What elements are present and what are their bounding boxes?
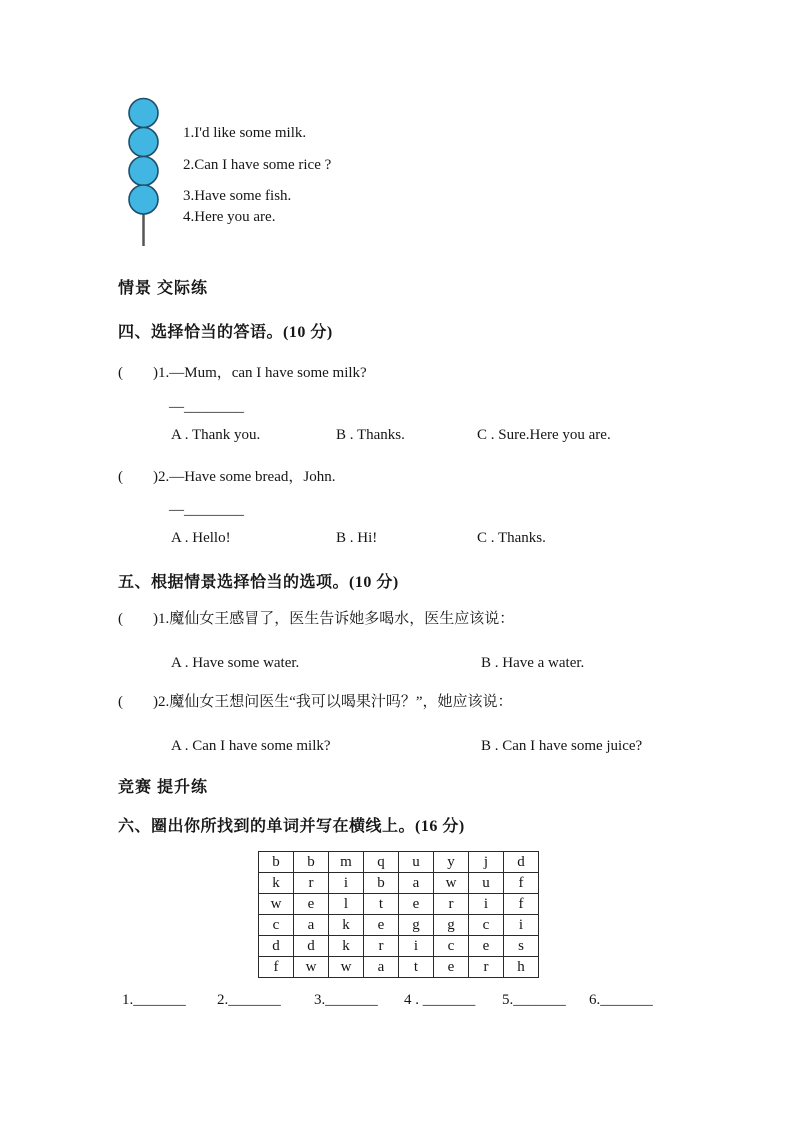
- grid-cell: d: [259, 936, 294, 957]
- skewer-sentence-1: 1.I'd like some milk.: [183, 125, 307, 141]
- part-five-q1-option-b: B . Have a water.: [481, 655, 585, 671]
- grid-row: [259, 873, 539, 894]
- part-four-q1-option-c: C . Sure.Here you are.: [477, 427, 611, 443]
- grid-cell: e: [434, 957, 469, 978]
- grid-cell: k: [329, 936, 364, 957]
- grid-cell: r: [434, 894, 469, 915]
- part-five-q2-stem: ( )2.魔仙女王想问医生“我可以喝果汁吗？”，她应该说：: [118, 694, 513, 710]
- grid-cell: u: [399, 852, 434, 873]
- part-four-q1-option-b: B . Thanks.: [336, 427, 405, 443]
- grid-row: [259, 894, 539, 915]
- grid-cell: f: [259, 957, 294, 978]
- answer-blank-3: 3._______: [314, 992, 378, 1008]
- section-tag-contest: 竞赛 提升练: [118, 779, 209, 796]
- part-five-q2-option-a: A . Can I have some milk?: [171, 738, 331, 754]
- part-four-q1-stem: ( )1.—Mum，can I have some milk?: [118, 365, 367, 381]
- grid-cell: g: [399, 915, 434, 936]
- part-four-q2-option-a: A . Hello!: [171, 530, 231, 546]
- grid-cell: e: [364, 915, 399, 936]
- grid-cell: r: [469, 957, 504, 978]
- section-tag-communication: 情景 交际练: [118, 280, 209, 297]
- grid-cell: i: [329, 873, 364, 894]
- grid-cell: h: [504, 957, 539, 978]
- grid-cell: m: [329, 852, 364, 873]
- answer-blank-4: 4 . _______: [404, 992, 476, 1008]
- part-four-q2-option-c: C . Thanks.: [477, 530, 546, 546]
- answer-blank-1: 1._______: [122, 992, 186, 1008]
- grid-cell: t: [399, 957, 434, 978]
- grid-cell: b: [259, 852, 294, 873]
- grid-cell: f: [504, 873, 539, 894]
- grid-cell: a: [294, 915, 329, 936]
- grid-cell: i: [504, 915, 539, 936]
- part-four-q1-option-a: A . Thank you.: [171, 427, 261, 443]
- grid-cell: d: [504, 852, 539, 873]
- grid-cell: d: [294, 936, 329, 957]
- grid-cell: k: [259, 873, 294, 894]
- part-four-q1-reply-blank: —________: [169, 399, 244, 415]
- grid-cell: k: [329, 915, 364, 936]
- grid-cell: e: [469, 936, 504, 957]
- answer-blank-6: 6._______: [589, 992, 653, 1008]
- grid-cell: r: [294, 873, 329, 894]
- grid-cell: w: [434, 873, 469, 894]
- grid-cell: w: [259, 894, 294, 915]
- grid-cell: i: [469, 894, 504, 915]
- grid-cell: c: [469, 915, 504, 936]
- grid-cell: a: [399, 873, 434, 894]
- grid-cell: w: [294, 957, 329, 978]
- grid-cell: q: [364, 852, 399, 873]
- part-six-title: 六、圈出你所找到的单词并写在横线上。(16 分): [118, 818, 465, 835]
- grid-cell: s: [504, 936, 539, 957]
- skewer-sentence-4: 4.Here you are.: [183, 209, 276, 225]
- grid-cell: y: [434, 852, 469, 873]
- grid-cell: a: [364, 957, 399, 978]
- grid-row: [259, 852, 539, 873]
- skewer-sentence-2: 2.Can I have some rice ?: [183, 157, 332, 173]
- grid-cell: e: [294, 894, 329, 915]
- part-four-q2-reply-blank: —________: [169, 502, 244, 518]
- letter-grid: [258, 851, 539, 978]
- grid-cell: e: [399, 894, 434, 915]
- grid-cell: b: [294, 852, 329, 873]
- grid-row: [259, 957, 539, 978]
- part-five-q1-option-a: A . Have some water.: [171, 655, 300, 671]
- grid-cell: i: [399, 936, 434, 957]
- grid-cell: r: [364, 936, 399, 957]
- part-four-title: 四、选择恰当的答语。(10 分): [118, 324, 333, 341]
- grid-row: [259, 936, 539, 957]
- skewer-illustration-icon: [126, 97, 162, 249]
- grid-cell: c: [434, 936, 469, 957]
- part-five-q2-option-b: B . Can I have some juice?: [481, 738, 643, 754]
- answer-blank-5: 5._______: [502, 992, 566, 1008]
- grid-cell: c: [259, 915, 294, 936]
- part-five-q1-stem: ( )1.魔仙女王感冒了，医生告诉她多喝水，医生应该说：: [118, 611, 515, 627]
- grid-cell: u: [469, 873, 504, 894]
- skewer-sentence-3: 3.Have some fish.: [183, 188, 292, 204]
- grid-cell: t: [364, 894, 399, 915]
- grid-cell: l: [329, 894, 364, 915]
- part-four-q2-option-b: B . Hi!: [336, 530, 378, 546]
- part-five-title: 五、根据情景选择恰当的选项。(10 分): [118, 574, 399, 591]
- letter-grid-body: [259, 852, 539, 978]
- grid-row: [259, 915, 539, 936]
- grid-cell: w: [329, 957, 364, 978]
- grid-cell: f: [504, 894, 539, 915]
- grid-cell: g: [434, 915, 469, 936]
- grid-cell: j: [469, 852, 504, 873]
- answer-blank-2: 2._______: [217, 992, 281, 1008]
- grid-cell: b: [364, 873, 399, 894]
- part-four-q2-stem: ( )2.—Have some bread，John.: [118, 469, 336, 485]
